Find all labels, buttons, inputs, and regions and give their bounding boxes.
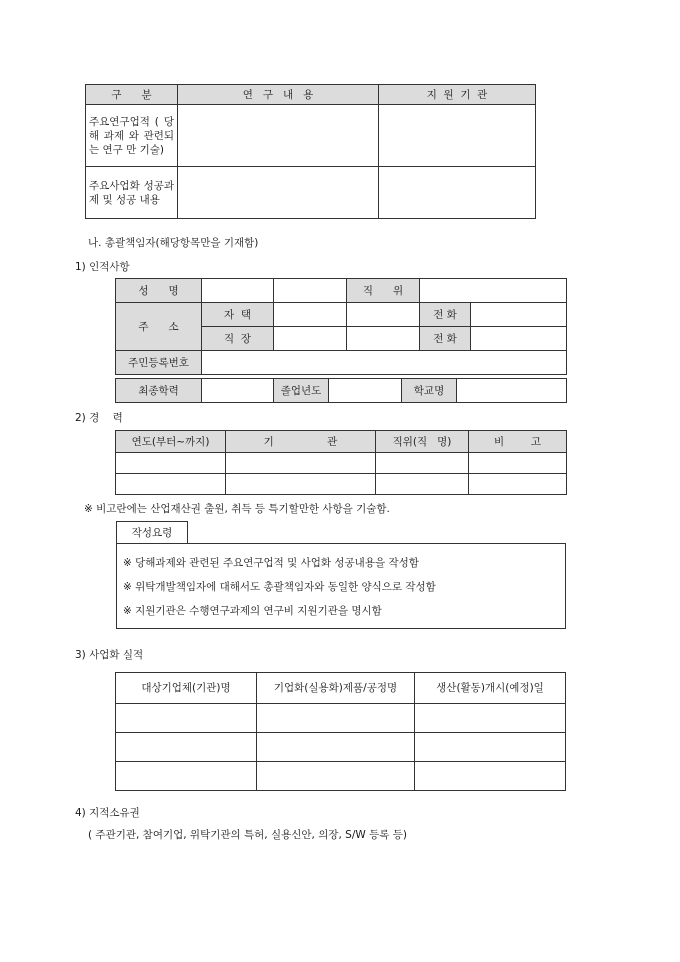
work-label: 직 장: [202, 327, 274, 351]
home-address-field[interactable]: [274, 303, 347, 327]
remarks-note: ※ 비고란에는 산업재산권 출원, 취득 등 특기할만한 사항을 기술함.: [84, 503, 390, 515]
guide-item: ※ 위탁개발책임자에 대해서도 총괄책임자와 동일한 양식으로 작성함: [123, 581, 436, 593]
support-agency-cell[interactable]: [379, 167, 536, 219]
career-cell[interactable]: [469, 453, 567, 474]
commercial-cell[interactable]: [257, 762, 415, 791]
work-address-field[interactable]: [274, 327, 347, 351]
career-cell[interactable]: [469, 474, 567, 495]
section-title-career: 2) 경 력: [75, 412, 123, 424]
commercialization-table: [115, 672, 566, 791]
commercial-cell[interactable]: [257, 733, 415, 762]
header-support-agency: 지 원 기 관: [379, 85, 536, 105]
education-label: 최종학력: [116, 379, 202, 403]
career-cell[interactable]: [226, 474, 376, 495]
home-phone-field[interactable]: [471, 303, 567, 327]
commercial-header-product: 기업화(실용화)제품/공정명: [257, 673, 415, 704]
commercial-cell[interactable]: [415, 762, 566, 791]
section-title-ip: 4) 지적소유권: [75, 807, 140, 819]
career-cell[interactable]: [116, 453, 226, 474]
commercial-header-start-date: 생산(활동)개시(예정)일: [415, 673, 566, 704]
name-field-extra[interactable]: [274, 279, 347, 303]
commercial-cell[interactable]: [257, 704, 415, 733]
career-cell[interactable]: [376, 474, 469, 495]
header-category: 구 분: [86, 85, 178, 105]
guide-item: ※ 지원기관은 수행연구과제의 연구비 지원기관을 명시함: [123, 605, 382, 617]
name-label: 성 명: [116, 279, 202, 303]
address-label: 주 소: [116, 303, 202, 351]
section-title-chief: 나. 총괄책임자(해당항목만을 기재함): [88, 237, 259, 249]
work-address-field-2[interactable]: [347, 327, 420, 351]
commercial-cell[interactable]: [116, 762, 257, 791]
commercial-cell[interactable]: [415, 733, 566, 762]
education-table: [115, 378, 567, 403]
career-cell[interactable]: [116, 474, 226, 495]
graduation-year-field[interactable]: [329, 379, 402, 403]
education-field[interactable]: [202, 379, 274, 403]
commercial-cell[interactable]: [415, 704, 566, 733]
guide-item: ※ 당해과제와 관련된 주요연구업적 및 사업화 성공내용을 작성함: [123, 557, 419, 569]
writing-guide-tab: 작성요령: [116, 521, 188, 544]
career-header-period: 연도(부터~까지): [116, 431, 226, 453]
home-phone-label: 전 화: [420, 303, 471, 327]
header-research-content: 연 구 내 용: [178, 85, 379, 105]
home-address-field-2[interactable]: [347, 303, 420, 327]
support-agency-cell[interactable]: [379, 105, 536, 167]
career-header-remarks: 비 고: [469, 431, 567, 453]
row-label-major-research: 주요연구업적 ( 당해 과제 와 관련되는 연구 만 기술): [86, 105, 178, 167]
career-table: [115, 430, 567, 495]
work-phone-label: 전 화: [420, 327, 471, 351]
research-achievements-table: [85, 84, 536, 219]
id-number-label: 주민등록번호: [116, 351, 202, 375]
research-content-cell[interactable]: [178, 105, 379, 167]
section-title-personal: 1) 인적사항: [75, 261, 130, 273]
section-title-commercial: 3) 사업화 실적: [75, 649, 144, 661]
commercial-header-company: 대상기업체(기관)명: [116, 673, 257, 704]
position-field[interactable]: [420, 279, 567, 303]
row-label-commercialization: 주요사업화 성공과제 및 성공 내용: [86, 167, 178, 219]
research-content-cell[interactable]: [178, 167, 379, 219]
position-label: 직 위: [347, 279, 420, 303]
school-field[interactable]: [457, 379, 567, 403]
school-label: 학교명: [402, 379, 457, 403]
home-label: 자 택: [202, 303, 274, 327]
work-phone-field[interactable]: [471, 327, 567, 351]
graduation-year-label: 졸업년도: [274, 379, 329, 403]
career-cell[interactable]: [376, 453, 469, 474]
career-header-org: 기 관: [226, 431, 376, 453]
career-header-position: 직위(직 명): [376, 431, 469, 453]
commercial-cell[interactable]: [116, 733, 257, 762]
personal-info-table: [115, 278, 567, 375]
ip-note: ( 주관기관, 참여기업, 위탁기관의 특허, 실용신안, 의장, S/W 등록 등): [88, 829, 407, 841]
name-field[interactable]: [202, 279, 274, 303]
career-cell[interactable]: [226, 453, 376, 474]
writing-guide-box: [116, 543, 566, 629]
id-number-field[interactable]: [202, 351, 567, 375]
commercial-cell[interactable]: [116, 704, 257, 733]
